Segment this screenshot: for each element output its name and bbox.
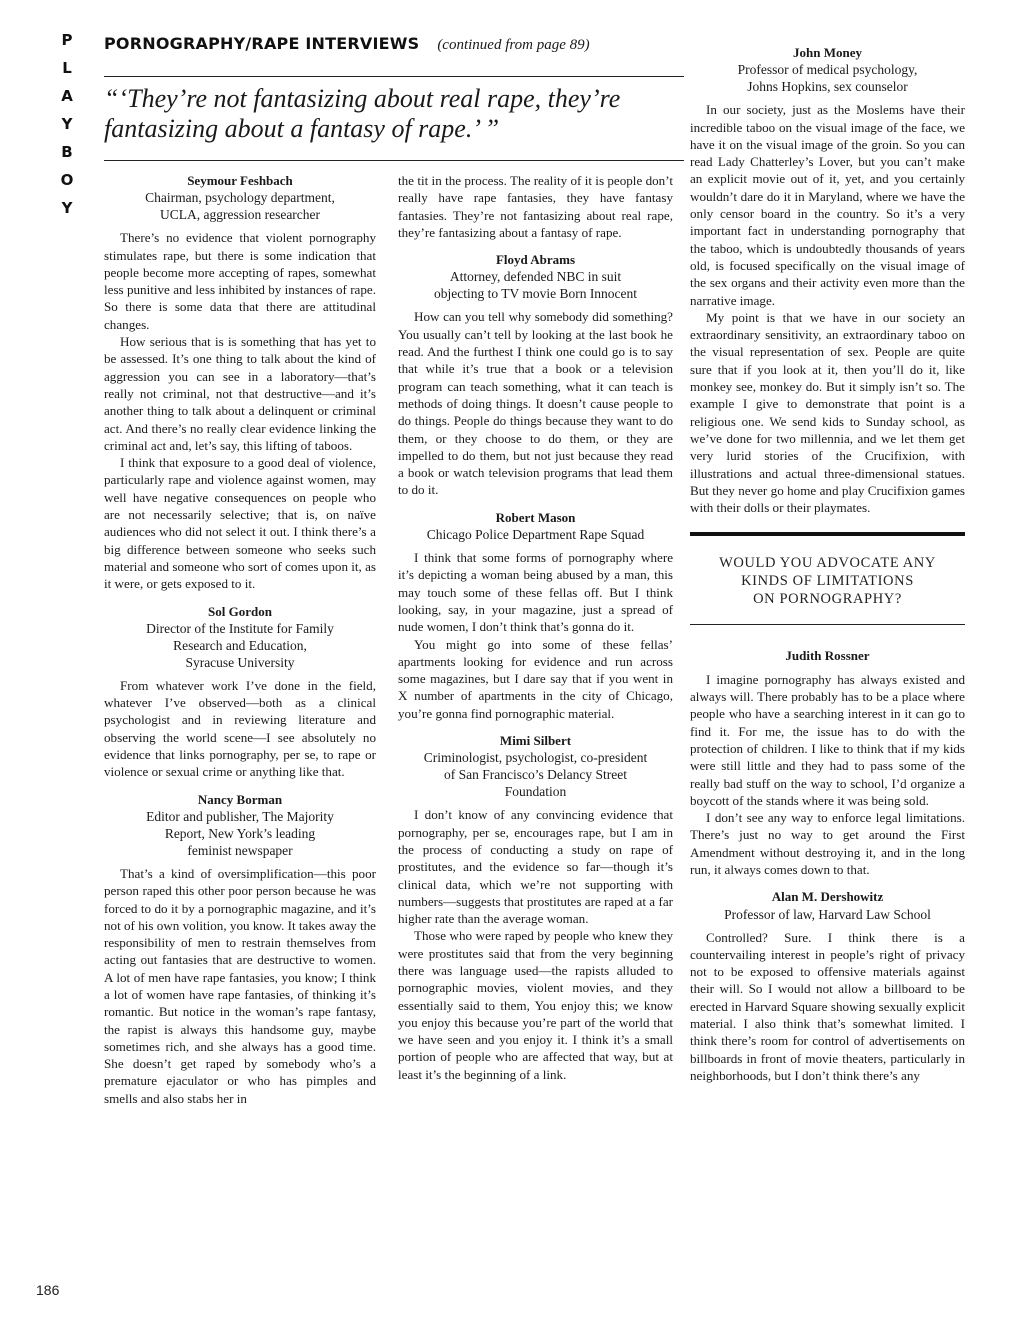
speaker-name: Seymour Feshbach — [187, 173, 293, 188]
answer-paragraph: How can you tell why somebody did something? You usually can’t tell by looking at the last book he read. And the furthest I think one could go is to say that while it’s true that a book or a television program can teach something, what it can teach is methods of doing things. It doesn’t cause people to do things. People do things because they want to do them, or they choose to do them, or they are impelled to do them, but not just because they read a book or watch television programs that lead them to do it. — [398, 309, 673, 498]
answer-paragraph: I don’t see any way to enforce legal limitations. There’s just no way to get around the First Amendment without destroying it, and in the long run, it always comes down to that. — [690, 810, 965, 877]
speaker-heading: Floyd Abrams Attorney, defended NBC in suit objecting to TV movie Born Innocent — [398, 251, 673, 302]
speaker-heading: Sol Gordon Director of the Institute for Family Research and Education, Syracuse University — [104, 603, 376, 671]
speaker-heading: John Money Professor of medical psychology, Johns Hopkins, sex counselor — [690, 44, 965, 95]
interview-question: WOULD YOU ADVOCATE ANY KINDS OF LIMITATIONS ON PORNOGRAPHY? — [719, 555, 936, 608]
speaker-heading: Seymour Feshbach Chairman, psychology department, UCLA, aggression researcher — [104, 172, 376, 223]
answer-paragraph: I imagine pornography has always existed and always will. There probably has to be a place where people who have a searching interest in it can go to find it. For me, the issue has to do with the protection of children. I like to think that if my kids were still little and they had to pass some of the really bad stuff on the way to school, I’d organize a boycott of the stands where it was being sold. — [690, 671, 965, 808]
speaker-name: Alan M. Dershowitz — [771, 889, 884, 905]
answer-paragraph: From whatever work I’ve done in the field, whatever I’ve observed—both as a clinical psychologist and in reviewing literature and observing the world scene—I see absolutely no evidence that links pornography, per se, to rape or violence or sexual crime or anything like that. — [104, 677, 376, 780]
page-number: 186 — [36, 1282, 60, 1298]
speaker-heading — [690, 647, 965, 664]
answer-paragraph: How serious that is is something that has yet to be assessed. It’s one thing to talk about the kind of aggression you can see in a laboratory—that’s really not criminal, not that destructive—and it’s another thing to talk about a delinquent or criminal act. And there’s no really clear evidence linking the criminal act and, let’s say, this lifting of taboos. — [104, 334, 376, 453]
answer-paragraph: Controlled? Sure. I think there is a countervailing interest in people’s right of privacy not to be exposed to offensive materials against their will. So I would not allow a billboard to be erected in Harvard Square showing sexually explicit material. I also think that’s somewhat limited. I think there’s room for control of advertisements on billboards in front of movie theaters, particularly in neighborhoods, but I don’t think there’s any — [690, 929, 965, 1083]
speaker-name: Judith Rossner — [785, 648, 870, 664]
article-header — [104, 34, 684, 54]
answer-paragraph: I don’t know of any convincing evidence that pornography, per se, encourages rape, but I am in the process of conducting a study on rape of prostitutes, and the evidence so far—though it’s clinical data, which we’re not supporting with numbers—suggests that prostitutes are raped at a far higher rate than the average woman. — [398, 807, 673, 927]
pull-quote: “‘They’re not fantasizing about real rape, they’re fantasizing about a fantasy of rape.’ ” — [104, 84, 621, 143]
speaker-heading: Nancy Borman Editor and publisher, The Majority Report, New York’s leading feminist newspaper — [104, 791, 376, 859]
question-rule — [690, 624, 965, 625]
answer-paragraph: That’s a kind of oversimplification—this poor person raped this other poor person because he was forced to do it by a pornographic magazine, and it’s not of his own volition, you know. It takes away the responsibility of men to restrain themselves from acting out fantasies that are destructive to women. A lot of men have rape fantasies, you know; I think a lot of women have rape fantasies, of thinking it’s romantic. But notice in the woman’s rape fantasy, the rapist is always this handsome guy, maybe sometimes rich, and she always has a good time. She doesn’t get raped by somebody who’s a premature ejaculator or who has pimples and smells and also stabs her in — [104, 865, 376, 1106]
speaker-name: Nancy Borman — [197, 791, 283, 807]
speaker-name: Sol Gordon — [208, 603, 272, 619]
pull-quote-rule — [104, 160, 684, 161]
speaker-heading: Robert Mason Chicago Police Department Rape Squad — [398, 509, 673, 543]
speaker-name: John Money — [793, 45, 862, 60]
article-title: PORNOGRAPHY/RAPE INTERVIEWS — [104, 34, 420, 53]
section-rule — [690, 532, 965, 536]
playboy-side-logo: P L A Y B O Y — [60, 31, 74, 217]
column-3 — [690, 44, 965, 1084]
continued-note: (continued from page 89) — [437, 37, 590, 53]
header-rule — [104, 76, 684, 77]
answer-paragraph: I think that some forms of pornography where it’s depicting a woman being abused by a man, this may touch some of these fellas off. But I think looking, say, in your magazine, just a spread of nude women, I don’t think that’s gonna do it. — [398, 550, 673, 635]
speaker-name: Floyd Abrams — [495, 252, 576, 268]
answer-paragraph: You might go into some of these fellas’ apartments looking for evidence and run across some magazines, but I dare say that if you went in X number of apartments in the city of Chicago, you’re gonna find pornographic material. — [398, 636, 673, 721]
continued-paragraph: the tit in the process. The reality of it is people don’t really have rape fantasies, they have fantasy fantasies. They’re not fantasizing about real rape, they’re fantasizing about a fantasy of rape. — [398, 173, 673, 240]
column-2 — [398, 172, 673, 1083]
speaker-heading: Alan M. Dershowitz Professor of law, Harvard Law School — [690, 888, 965, 922]
column-1 — [104, 172, 376, 1107]
answer-paragraph: Those who were raped by people who knew they were prostitutes said that from the very beginning there was language used—the rapists alluded to pornographic movies, violent movies, and they essentially said to them, You enjoy this; we know you enjoy this because you’re part of the world that we have seen and you enjoy it. I think it’s a small portion of people who are affected that way, but at least it’s the beginning of a link. — [398, 928, 673, 1082]
answer-paragraph: In our society, just as the Moslems have their incredible taboo on the visual image of the face, we have it on the visual image of the groin. So you can read Lady Chatterley’s Lover, but you can’t make an explicit movie out of it, yet, and you certainly wouldn’t dare do it in Maryland, where we have the only censor board in the country. So it’s a very important fact in understanding pornography that the taboo, which is undoubtedly thousands of years old, is focused specifically on the visual image of the sex organs and their activity even more than the narrative image. — [690, 102, 965, 308]
speaker-heading: Mimi Silbert Criminologist, psychologist, co-president of San Francisco’s Delancy Street Foundation — [398, 732, 673, 800]
answer-paragraph: My point is that we have in our society an extraordinary sensitivity, an extraordinary taboo on the visual representation of sex. People are quite sure that if you look at it, then you’ll do it, like monkey see, monkey do. But it simply isn’t so. The example I give to demonstrate that point is a religious one. We send kids to Sunday school, as we’ve done for two millennia, and we let them get very lurid stories of the Crucifixion, with illustrations and actual three-dimensional statues. But they never go home and play Crucifixion games with their dolls or their playmates. — [690, 309, 965, 516]
answer-paragraph: I think that exposure to a good deal of violence, particularly rape and violence against women, may well have negative consequences on people who are not necessarily selective; that is, on naïve audiences who did not select it out. I think there’s a big difference between someone who seeks such material and someone who sort of comes upon it, as it were, or gets exposed to it. — [104, 455, 376, 592]
speaker-name: Mimi Silbert — [499, 733, 572, 749]
answer-paragraph: There’s no evidence that violent pornography stimulates rape, but there is some indication that people become more accepting of rapes, somewhat less punitive and less inhibited by instances of rape. So there is some data that there are attitudinal changes. — [104, 230, 376, 332]
speaker-name: Robert Mason — [495, 509, 576, 525]
